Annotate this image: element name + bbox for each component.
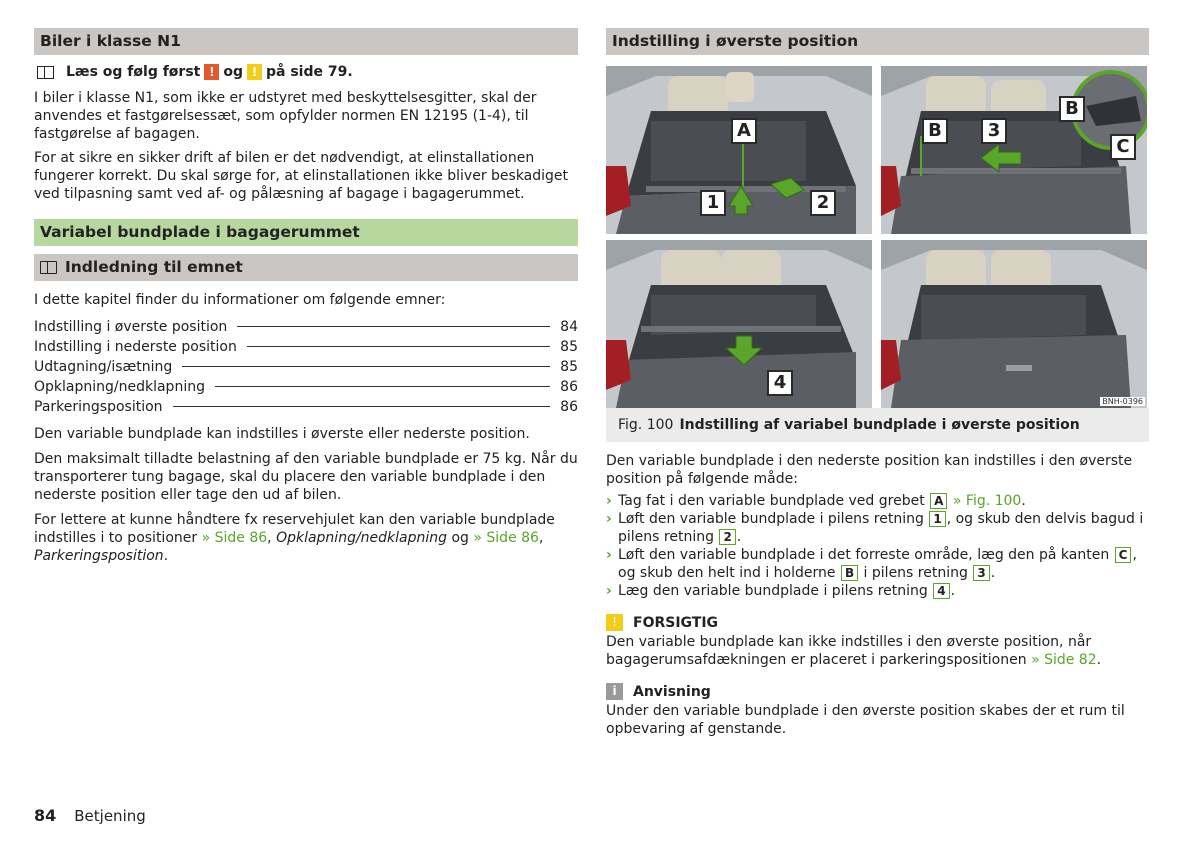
step-2-text-b: , og skub den delvis bagud i pilens retning (618, 511, 1144, 545)
paragraph-max-load: Den maksimalt tilladte belastning af den variable bundplade er 75 kg. Når du transporterer tung bagage, skal du placere den variable bundplade i den nederste position eller tage den ud af bilen. (34, 451, 578, 503)
link-fig-100[interactable]: » Fig. 100 (952, 493, 1022, 509)
paragraph-n1-1: I biler i klasse N1, som ikke er udstyret med beskyttelsesgitter, skal der anvendes et fastgørelsessæt, som opfylder normen EN 12195 (1-4), til fastgørelse af bagagen. (34, 90, 537, 142)
p5-text-a: For lettere at kunne håndtere fx reservehjulet kan den variable bundplade indstilles i to positioner (34, 512, 555, 546)
paragraph-spare-wheel (34, 511, 578, 565)
note-text: Under den variable bundplade i den øverste position skabes der et rum til opbevaring af genstande. (606, 703, 1125, 737)
intro-text: I dette kapitel finder du informationer om følgende emner: (34, 292, 446, 308)
toc-page: 86 (560, 399, 578, 415)
step-text (618, 492, 1026, 510)
caution-title: FORSIGTIG (633, 614, 719, 631)
caution-end: . (1096, 652, 1102, 668)
toc-label: Indstilling i nederste position (34, 339, 237, 355)
caution-text (606, 633, 1149, 669)
step-item (606, 582, 1149, 600)
figure-code: BNH-0396 (1102, 397, 1143, 406)
step-4-text-a: Læg den variable bundplade i pilens retning (618, 583, 928, 599)
chevron-right-icon: › (606, 583, 612, 599)
section-title-intro (34, 254, 578, 281)
link-side-82[interactable]: » Side 82 (1031, 652, 1097, 668)
label-B: B (922, 118, 948, 144)
step-item (606, 510, 1149, 546)
book-icon (40, 261, 57, 274)
toc-page: 85 (560, 359, 578, 375)
step-4-text-b: . (950, 583, 956, 599)
toc-page: 85 (560, 339, 578, 355)
section-title-class-n1: Biler i klasse N1 (34, 28, 578, 55)
toc-label: Indstilling i øverste position (34, 319, 228, 335)
figure-caption (606, 408, 1149, 442)
instructions-intro: Den variable bundplade i den nederste position kan indstilles i den øverste position på følgende måde: (606, 453, 1133, 487)
label-B-detail: B (1059, 96, 1085, 122)
figure-panel-2 (881, 66, 1147, 234)
figure-panel-1 (606, 66, 872, 234)
toc-item[interactable] (34, 397, 578, 417)
label-2: 2 (810, 190, 836, 216)
toc-item[interactable] (34, 317, 578, 337)
ref-box: B (841, 565, 858, 581)
page-footer (34, 806, 146, 825)
toc-leader (247, 346, 550, 347)
trunk-illustration-2 (881, 66, 1147, 234)
toc-item[interactable] (34, 377, 578, 397)
ref-box: 1 (929, 511, 945, 527)
book-icon (37, 66, 54, 79)
paragraph-positions: Den variable bundplade kan indstilles i øverste eller nederste position. (34, 426, 530, 442)
caution-body: Den variable bundplade kan ikke indstilles i den øverste position, når bagagerumsafdækningen er placeret i parkeringspositionen (606, 634, 1092, 668)
toc-item[interactable] (34, 357, 578, 377)
caution-icon: ! (247, 64, 262, 80)
toc-label: Opklapning/nedklapning (34, 379, 205, 395)
caption-number: Fig. 100 (618, 417, 674, 433)
info-icon: i (606, 683, 623, 700)
step-item (606, 492, 1149, 510)
toc-item[interactable] (34, 337, 578, 357)
step-text (618, 546, 1149, 582)
footer-section: Betjening (74, 807, 146, 825)
ref-box: 3 (973, 565, 989, 581)
toc-leader (237, 326, 550, 327)
step-3-text-c: i pilens retning (859, 565, 968, 581)
link-side-86-a[interactable]: » Side 86 (201, 530, 268, 546)
step-2-text-a: Løft den variable bundplade i pilens retning (618, 511, 924, 527)
right-column (606, 28, 1149, 738)
step-2-text-c: . (736, 529, 742, 545)
toc-leader (215, 386, 550, 387)
p5-text-e: . (163, 548, 169, 564)
toc-list (34, 317, 578, 417)
read-first-line (34, 64, 578, 80)
page-number: 84 (34, 806, 57, 825)
section-title-intro-text: Indledning til emnet (65, 258, 243, 276)
ref-box: 2 (719, 529, 735, 545)
toc-label: Parkeringsposition (34, 399, 163, 415)
step-3-text-a: Løft den variable bundplade i det forreste område, læg den på kanten (618, 547, 1110, 563)
warning-icon: ! (204, 64, 219, 80)
label-4: 4 (767, 370, 793, 396)
step-item (606, 546, 1149, 582)
read-first-suffix: på side 79. (266, 64, 353, 80)
toc-page: 86 (560, 379, 578, 395)
steps-list (606, 492, 1149, 600)
chevron-right-icon: › (606, 547, 612, 563)
toc-leader (173, 406, 551, 407)
p5-text-c: og (447, 530, 474, 546)
label-3: 3 (981, 118, 1007, 144)
toc-leader (182, 366, 550, 367)
label-1: 1 (700, 190, 726, 216)
step-1-text-b: . (1021, 493, 1026, 509)
step-3-text-b: , og skub den helt ind i holderne (618, 547, 1137, 581)
note-header (606, 683, 1149, 700)
step-text (618, 582, 955, 600)
trunk-illustration-3 (606, 240, 872, 408)
chevron-right-icon: › (606, 493, 612, 509)
section-title-top-position: Indstilling i øverste position (606, 28, 1149, 55)
read-first-mid: og (223, 64, 243, 80)
step-1-text-a: Tag fat i den variable bundplade ved grebet (618, 493, 925, 509)
figure-panel-4 (881, 240, 1147, 408)
section-title-variable-floor: Variabel bundplade i bagagerummet (34, 219, 578, 246)
caution-icon: ! (606, 614, 623, 631)
ref-box: A (930, 493, 947, 509)
trunk-illustration-4 (881, 240, 1147, 408)
caution-header (606, 614, 1149, 631)
note-title: Anvisning (633, 683, 711, 700)
link-side-86-b[interactable]: » Side 86 (473, 530, 539, 546)
p5-italic-1: Opklapning/nedklapning (276, 530, 448, 546)
chevron-right-icon: › (606, 511, 612, 527)
ref-box: C (1115, 547, 1132, 563)
p5-text-b: , (267, 530, 277, 546)
caption-text: Indstilling af variabel bundplade i øverste position (679, 417, 1080, 433)
figure-panel-3 (606, 240, 872, 408)
toc-label: Udtagning/isætning (34, 359, 173, 375)
label-A: A (731, 118, 757, 144)
toc-page: 84 (560, 319, 578, 335)
p5-text-d: , (538, 530, 544, 546)
figure-100 (606, 66, 1149, 408)
read-first-prefix: Læs og følg først (66, 64, 201, 80)
step-text (618, 510, 1149, 546)
paragraph-n1-2: For at sikre en sikker drift af bilen er det nødvendigt, at elinstallationen fungerer korrekt. Du skal sørge for, at elinstallationen ikke bliver beskadiget ved tilpasning samt ved af- og pålæsning af bagage i bagagerummet. (34, 150, 569, 202)
ref-box: 4 (933, 583, 949, 599)
p5-italic-2: Parkeringsposition (34, 548, 164, 564)
left-column (34, 28, 578, 565)
label-C: C (1110, 134, 1136, 160)
step-3-text-d: . (990, 565, 996, 581)
